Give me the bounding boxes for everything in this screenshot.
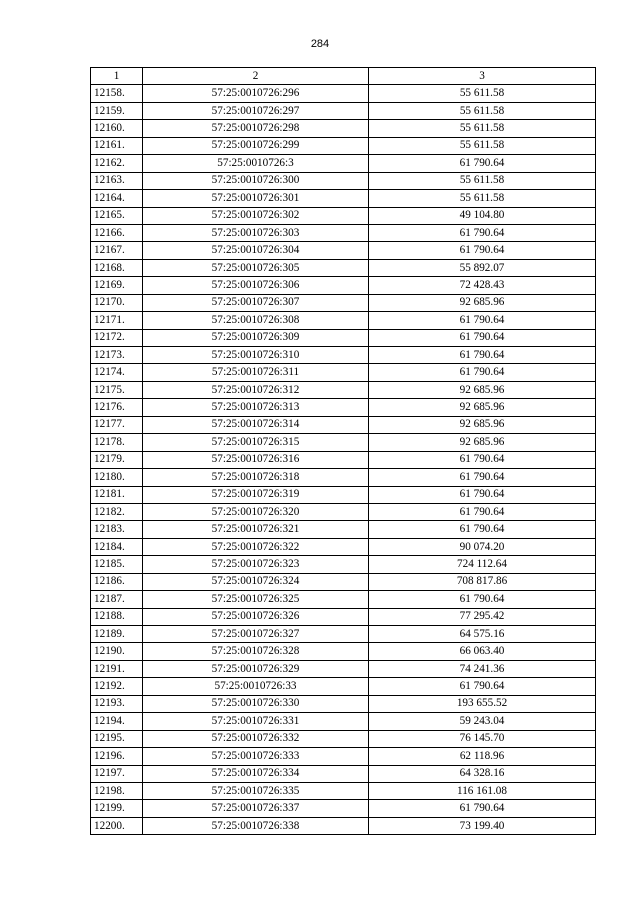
- row-number-cell: 12161.: [91, 137, 143, 154]
- row-number-cell: 12185.: [91, 556, 143, 573]
- row-number-cell: 12198.: [91, 782, 143, 799]
- row-number-cell: 12196.: [91, 748, 143, 765]
- cadastral-number-cell: 57:25:0010726:302: [143, 207, 369, 224]
- row-number-cell: 12160.: [91, 120, 143, 137]
- row-number-cell: 12174.: [91, 364, 143, 381]
- table-row: [91, 713, 596, 730]
- row-number-cell: 12171.: [91, 312, 143, 329]
- cadastral-value-cell: 55 611.58: [369, 172, 596, 189]
- cadastral-value-cell: 90 074.20: [369, 538, 596, 555]
- cadastral-value-cell: 55 611.58: [369, 137, 596, 154]
- cadastral-value-cell: 61 790.64: [369, 312, 596, 329]
- cadastral-value-cell: 61 790.64: [369, 364, 596, 381]
- cadastral-value-cell: 61 790.64: [369, 224, 596, 241]
- column-header-3: 3: [369, 68, 596, 85]
- cadastral-value-cell: 92 685.96: [369, 434, 596, 451]
- table-body: [91, 85, 596, 835]
- cadastral-value-cell: 61 790.64: [369, 155, 596, 172]
- table-row: [91, 678, 596, 695]
- table-row: [91, 294, 596, 311]
- cadastral-number-cell: 57:25:0010726:296: [143, 85, 369, 102]
- cadastral-number-cell: 57:25:0010726:333: [143, 748, 369, 765]
- cadastral-value-cell: 193 655.52: [369, 695, 596, 712]
- row-number-cell: 12200.: [91, 817, 143, 834]
- cadastral-value-cell: 49 104.80: [369, 207, 596, 224]
- table-row: [91, 312, 596, 329]
- row-number-cell: 12170.: [91, 294, 143, 311]
- cadastral-number-cell: 57:25:0010726:300: [143, 172, 369, 189]
- cadastral-value-cell: 61 790.64: [369, 521, 596, 538]
- cadastral-number-cell: 57:25:0010726:325: [143, 591, 369, 608]
- cadastral-number-cell: 57:25:0010726:313: [143, 399, 369, 416]
- row-number-cell: 12178.: [91, 434, 143, 451]
- cadastral-number-cell: 57:25:0010726:335: [143, 782, 369, 799]
- table-row: [91, 695, 596, 712]
- cadastral-value-cell: 55 611.58: [369, 120, 596, 137]
- cadastral-value-cell: 61 790.64: [369, 329, 596, 346]
- cadastral-number-cell: 57:25:0010726:304: [143, 242, 369, 259]
- row-number-cell: 12175.: [91, 381, 143, 398]
- cadastral-number-cell: 57:25:0010726:315: [143, 434, 369, 451]
- cadastral-number-cell: 57:25:0010726:320: [143, 503, 369, 520]
- cadastral-value-cell: 55 611.58: [369, 190, 596, 207]
- cadastral-value-cell: 61 790.64: [369, 451, 596, 468]
- cadastral-number-cell: 57:25:0010726:301: [143, 190, 369, 207]
- cadastral-value-cell: 92 685.96: [369, 294, 596, 311]
- cadastral-value-cell: 55 611.58: [369, 85, 596, 102]
- cadastral-value-cell: 61 790.64: [369, 469, 596, 486]
- cadastral-number-cell: 57:25:0010726:319: [143, 486, 369, 503]
- table-row: [91, 329, 596, 346]
- table-row: [91, 207, 596, 224]
- row-number-cell: 12168.: [91, 259, 143, 276]
- cadastral-number-cell: 57:25:0010726:328: [143, 643, 369, 660]
- table-row: [91, 556, 596, 573]
- table-row: [91, 608, 596, 625]
- cadastral-value-cell: 55 611.58: [369, 102, 596, 119]
- cadastral-value-cell: 66 063.40: [369, 643, 596, 660]
- row-number-cell: 12166.: [91, 224, 143, 241]
- table-row: [91, 748, 596, 765]
- cadastral-value-cell: 55 892.07: [369, 259, 596, 276]
- row-number-cell: 12163.: [91, 172, 143, 189]
- table-row: [91, 347, 596, 364]
- cadastral-value-cell: 62 118.96: [369, 748, 596, 765]
- row-number-cell: 12179.: [91, 451, 143, 468]
- cadastral-value-cell: 61 790.64: [369, 347, 596, 364]
- cadastral-number-cell: 57:25:0010726:309: [143, 329, 369, 346]
- row-number-cell: 12159.: [91, 102, 143, 119]
- cadastral-number-cell: 57:25:0010726:327: [143, 626, 369, 643]
- row-number-cell: 12158.: [91, 85, 143, 102]
- table-row: [91, 817, 596, 834]
- cadastral-number-cell: 57:25:0010726:338: [143, 817, 369, 834]
- table-row: [91, 660, 596, 677]
- cadastral-value-table: [90, 67, 596, 835]
- cadastral-value-cell: 708 817.86: [369, 573, 596, 590]
- cadastral-number-cell: 57:25:0010726:314: [143, 416, 369, 433]
- cadastral-value-cell: 61 790.64: [369, 800, 596, 817]
- table-row: [91, 782, 596, 799]
- table-row: [91, 486, 596, 503]
- row-number-cell: 12180.: [91, 469, 143, 486]
- cadastral-number-cell: 57:25:0010726:299: [143, 137, 369, 154]
- cadastral-value-cell: 92 685.96: [369, 381, 596, 398]
- row-number-cell: 12191.: [91, 660, 143, 677]
- row-number-cell: 12176.: [91, 399, 143, 416]
- cadastral-value-cell: 64 575.16: [369, 626, 596, 643]
- row-number-cell: 12167.: [91, 242, 143, 259]
- table-row: [91, 469, 596, 486]
- cadastral-value-cell: 61 790.64: [369, 678, 596, 695]
- row-number-cell: 12172.: [91, 329, 143, 346]
- cadastral-number-cell: 57:25:0010726:305: [143, 259, 369, 276]
- cadastral-number-cell: 57:25:0010726:310: [143, 347, 369, 364]
- row-number-cell: 12188.: [91, 608, 143, 625]
- cadastral-value-cell: 724 112.64: [369, 556, 596, 573]
- cadastral-value-cell: 61 790.64: [369, 591, 596, 608]
- table-row: [91, 416, 596, 433]
- cadastral-number-cell: 57:25:0010726:308: [143, 312, 369, 329]
- cadastral-value-cell: 77 295.42: [369, 608, 596, 625]
- cadastral-number-cell: 57:25:0010726:312: [143, 381, 369, 398]
- cadastral-value-cell: 74 241.36: [369, 660, 596, 677]
- cadastral-value-cell: 61 790.64: [369, 486, 596, 503]
- cadastral-number-cell: 57:25:0010726:311: [143, 364, 369, 381]
- table-row: [91, 381, 596, 398]
- cadastral-number-cell: 57:25:0010726:332: [143, 730, 369, 747]
- row-number-cell: 12194.: [91, 713, 143, 730]
- cadastral-value-cell: 64 328.16: [369, 765, 596, 782]
- column-header-1: 1: [91, 68, 143, 85]
- cadastral-number-cell: 57:25:0010726:306: [143, 277, 369, 294]
- cadastral-number-cell: 57:25:0010726:324: [143, 573, 369, 590]
- row-number-cell: 12192.: [91, 678, 143, 695]
- table-row: [91, 643, 596, 660]
- page-number: 284: [310, 38, 330, 50]
- table-row: [91, 172, 596, 189]
- row-number-cell: 12187.: [91, 591, 143, 608]
- table-row: [91, 102, 596, 119]
- table-row: [91, 730, 596, 747]
- cadastral-number-cell: 57:25:0010726:330: [143, 695, 369, 712]
- cadastral-number-cell: 57:25:0010726:322: [143, 538, 369, 555]
- row-number-cell: 12169.: [91, 277, 143, 294]
- row-number-cell: 12164.: [91, 190, 143, 207]
- cadastral-number-cell: 57:25:0010726:316: [143, 451, 369, 468]
- row-number-cell: 12183.: [91, 521, 143, 538]
- cadastral-value-cell: 61 790.64: [369, 503, 596, 520]
- row-number-cell: 12184.: [91, 538, 143, 555]
- table-header-row: [91, 68, 596, 85]
- cadastral-number-cell: 57:25:0010726:323: [143, 556, 369, 573]
- row-number-cell: 12193.: [91, 695, 143, 712]
- cadastral-number-cell: 57:25:0010726:329: [143, 660, 369, 677]
- table-row: [91, 224, 596, 241]
- row-number-cell: 12190.: [91, 643, 143, 660]
- cadastral-number-cell: 57:25:0010726:307: [143, 294, 369, 311]
- table-row: [91, 364, 596, 381]
- cadastral-number-cell: 57:25:0010726:318: [143, 469, 369, 486]
- cadastral-value-cell: 61 790.64: [369, 242, 596, 259]
- row-number-cell: 12186.: [91, 573, 143, 590]
- table-row: [91, 242, 596, 259]
- table-row: [91, 626, 596, 643]
- row-number-cell: 12195.: [91, 730, 143, 747]
- cadastral-number-cell: 57:25:0010726:298: [143, 120, 369, 137]
- table-row: [91, 434, 596, 451]
- cadastral-number-cell: 57:25:0010726:3: [143, 155, 369, 172]
- row-number-cell: 12197.: [91, 765, 143, 782]
- row-number-cell: 12189.: [91, 626, 143, 643]
- cadastral-value-cell: 76 145.70: [369, 730, 596, 747]
- row-number-cell: 12165.: [91, 207, 143, 224]
- table-row: [91, 155, 596, 172]
- table-row: [91, 800, 596, 817]
- row-number-cell: 12181.: [91, 486, 143, 503]
- cadastral-value-cell: 73 199.40: [369, 817, 596, 834]
- cadastral-number-cell: 57:25:0010726:337: [143, 800, 369, 817]
- cadastral-value-cell: 92 685.96: [369, 399, 596, 416]
- cadastral-number-cell: 57:25:0010726:326: [143, 608, 369, 625]
- row-number-cell: 12182.: [91, 503, 143, 520]
- table-row: [91, 190, 596, 207]
- table-row: [91, 277, 596, 294]
- table-row: [91, 503, 596, 520]
- table-row: [91, 85, 596, 102]
- cadastral-number-cell: 57:25:0010726:334: [143, 765, 369, 782]
- table-row: [91, 451, 596, 468]
- table-row: [91, 399, 596, 416]
- cadastral-value-cell: 72 428.43: [369, 277, 596, 294]
- table-row: [91, 765, 596, 782]
- table-row: [91, 137, 596, 154]
- table-row: [91, 521, 596, 538]
- table-row: [91, 259, 596, 276]
- cadastral-value-cell: 92 685.96: [369, 416, 596, 433]
- column-header-2: 2: [143, 68, 369, 85]
- row-number-cell: 12177.: [91, 416, 143, 433]
- table-row: [91, 120, 596, 137]
- cadastral-number-cell: 57:25:0010726:321: [143, 521, 369, 538]
- row-number-cell: 12199.: [91, 800, 143, 817]
- row-number-cell: 12173.: [91, 347, 143, 364]
- cadastral-value-cell: 116 161.08: [369, 782, 596, 799]
- row-number-cell: 12162.: [91, 155, 143, 172]
- cadastral-value-cell: 59 243.04: [369, 713, 596, 730]
- table-row: [91, 573, 596, 590]
- cadastral-number-cell: 57:25:0010726:33: [143, 678, 369, 695]
- cadastral-number-cell: 57:25:0010726:303: [143, 224, 369, 241]
- cadastral-number-cell: 57:25:0010726:331: [143, 713, 369, 730]
- table-row: [91, 591, 596, 608]
- cadastral-number-cell: 57:25:0010726:297: [143, 102, 369, 119]
- table-row: [91, 538, 596, 555]
